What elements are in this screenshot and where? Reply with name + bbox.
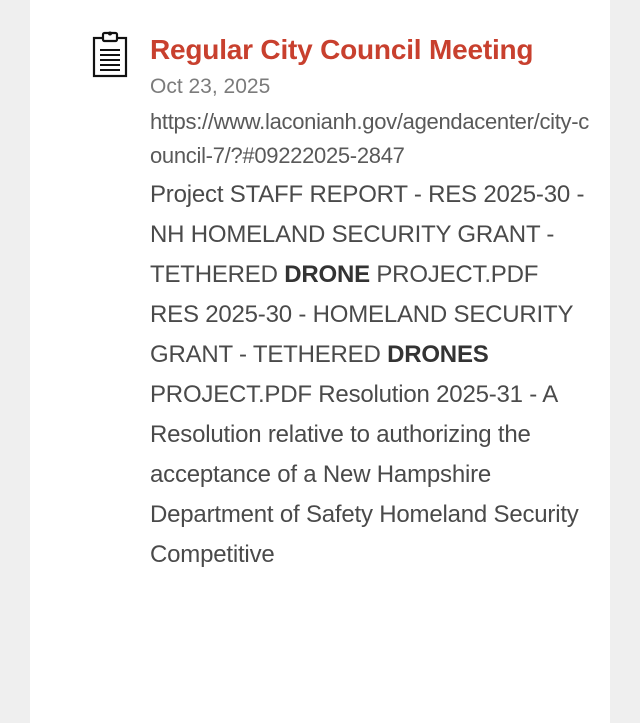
description-text: Project STAFF REPORT - RES 2025-30 - NH HOMELAND SECURITY GRANT - TETHERED xyxy=(150,181,585,288)
search-result-card xyxy=(30,0,610,723)
result-url: https://www.laconianh.gov/agendacenter/city-council-7/?#09222025-2847 xyxy=(150,109,589,168)
result-description xyxy=(150,175,590,575)
result-date: Oct 23, 2025 xyxy=(150,75,271,98)
result-title-link[interactable]: Regular City Council Meeting xyxy=(150,34,534,65)
highlight-term: DRONES xyxy=(387,341,489,368)
highlight-term: DRONE xyxy=(284,261,370,288)
clipboard-icon xyxy=(90,30,130,80)
description-text: PROJECT.PDF RES 2025-30 - HOMELAND SECURITY GRANT - TETHERED xyxy=(150,261,573,368)
description-text: PROJECT.PDF Resolution 2025-31 - A Resolution relative to authorizing the acceptance of a New Hampshire Department of Safety Homeland Security Competitive xyxy=(150,381,579,568)
result-content xyxy=(150,0,590,575)
